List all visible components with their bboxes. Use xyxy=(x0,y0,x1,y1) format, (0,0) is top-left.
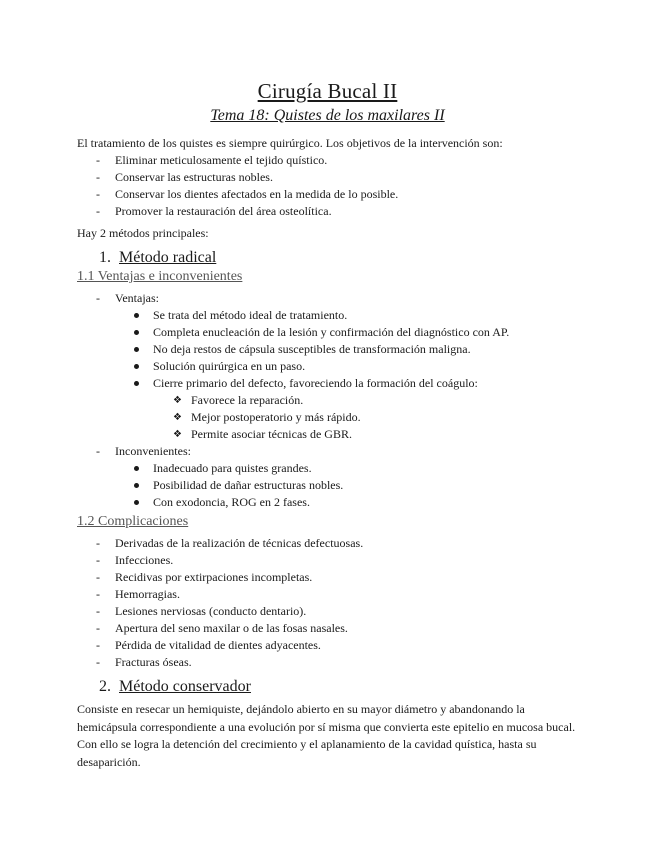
document-body xyxy=(77,135,587,771)
inconveniente-item: Inadecuado para quistes grandes. xyxy=(77,460,587,477)
document-subtitle: Tema 18: Quistes de los maxilares II xyxy=(210,107,445,124)
cierre-detail-item: ❖ Favorece la reparación. xyxy=(77,392,587,409)
objective-item: - Eliminar meticulosamente el tejido quístico. xyxy=(77,152,587,169)
ventaja-item: No deja restos de cápsula susceptibles de transformación maligna. xyxy=(77,341,587,358)
complicacion-item: - Lesiones nerviosas (conducto dentario). xyxy=(77,603,587,620)
section2-paragraph: Consiste en resecar un hemiquiste, dejándolo abierto en su mayor diámetro y abandonando la hemicápsula correspondiente a una evolución por sí misma que convierta este epitelio en mucosa bucal. Con ello se logra la detención del crecimiento y el aplanamiento de la cavidad quística, hasta su desaparición. xyxy=(77,702,576,769)
section1-heading xyxy=(77,248,587,268)
intro-paragraph: El tratamiento de los quistes es siempre quirúrgico. Los objetivos de la intervención son: xyxy=(77,136,503,150)
complicacion-item: - Hemorragias. xyxy=(77,586,587,603)
inconveniente-item: Posibilidad de dañar estructuras nobles. xyxy=(77,477,587,494)
inconveniente-item: Con exodoncia, ROG en 2 fases. xyxy=(77,494,587,511)
inconvenientes-list xyxy=(77,460,587,511)
section2-number: 2. xyxy=(99,678,111,695)
ventajas-block xyxy=(77,290,587,307)
complicacion-item: - Fracturas óseas. xyxy=(77,654,587,671)
cierre-detail-item: ❖ Mejor postoperatorio y más rápido. xyxy=(77,409,587,426)
inconvenientes-label: - Inconvenientes: xyxy=(77,443,587,460)
ventajas-label: - Ventajas: xyxy=(77,290,587,307)
section1-title: Método radical xyxy=(119,249,217,266)
complicaciones-list xyxy=(77,535,587,671)
complicacion-item: - Derivadas de la realización de técnicas defectuosas. xyxy=(77,535,587,552)
methods-intro: Hay 2 métodos principales: xyxy=(77,226,209,240)
ventajas-list xyxy=(77,307,587,392)
section1-number: 1. xyxy=(99,249,111,266)
complicacion-item: - Recidivas por extirpaciones incompletas. xyxy=(77,569,587,586)
subsection-1-1-heading: 1.1 Ventajas e inconvenientes xyxy=(77,269,243,284)
inconvenientes-block xyxy=(77,443,587,460)
cierre-details-list xyxy=(77,392,587,443)
objective-item: - Promover la restauración del área osteolítica. xyxy=(77,203,587,220)
objectives-list xyxy=(77,152,587,220)
document-title: Cirugía Bucal II xyxy=(257,79,398,103)
cierre-detail-item: ❖ Permite asociar técnicas de GBR. xyxy=(77,426,587,443)
complicacion-item: - Infecciones. xyxy=(77,552,587,569)
subsection-1-2-heading: 1.2 Complicaciones xyxy=(77,514,189,529)
complicacion-item: - Pérdida de vitalidad de dientes adyacentes. xyxy=(77,637,587,654)
ventaja-item: Completa enucleación de la lesión y confirmación del diagnóstico con AP. xyxy=(77,324,587,341)
objective-item: - Conservar las estructuras nobles. xyxy=(77,169,587,186)
objective-item: - Conservar los dientes afectados en la medida de lo posible. xyxy=(77,186,587,203)
complicacion-item: - Apertura del seno maxilar o de las fosas nasales. xyxy=(77,620,587,637)
ventaja-item: Se trata del método ideal de tratamiento. xyxy=(77,307,587,324)
ventaja-item: Cierre primario del defecto, favoreciendo la formación del coágulo: xyxy=(77,375,587,392)
section2-heading xyxy=(77,677,587,697)
section2-title: Método conservador xyxy=(119,678,251,695)
ventaja-item: Solución quirúrgica en un paso. xyxy=(77,358,587,375)
